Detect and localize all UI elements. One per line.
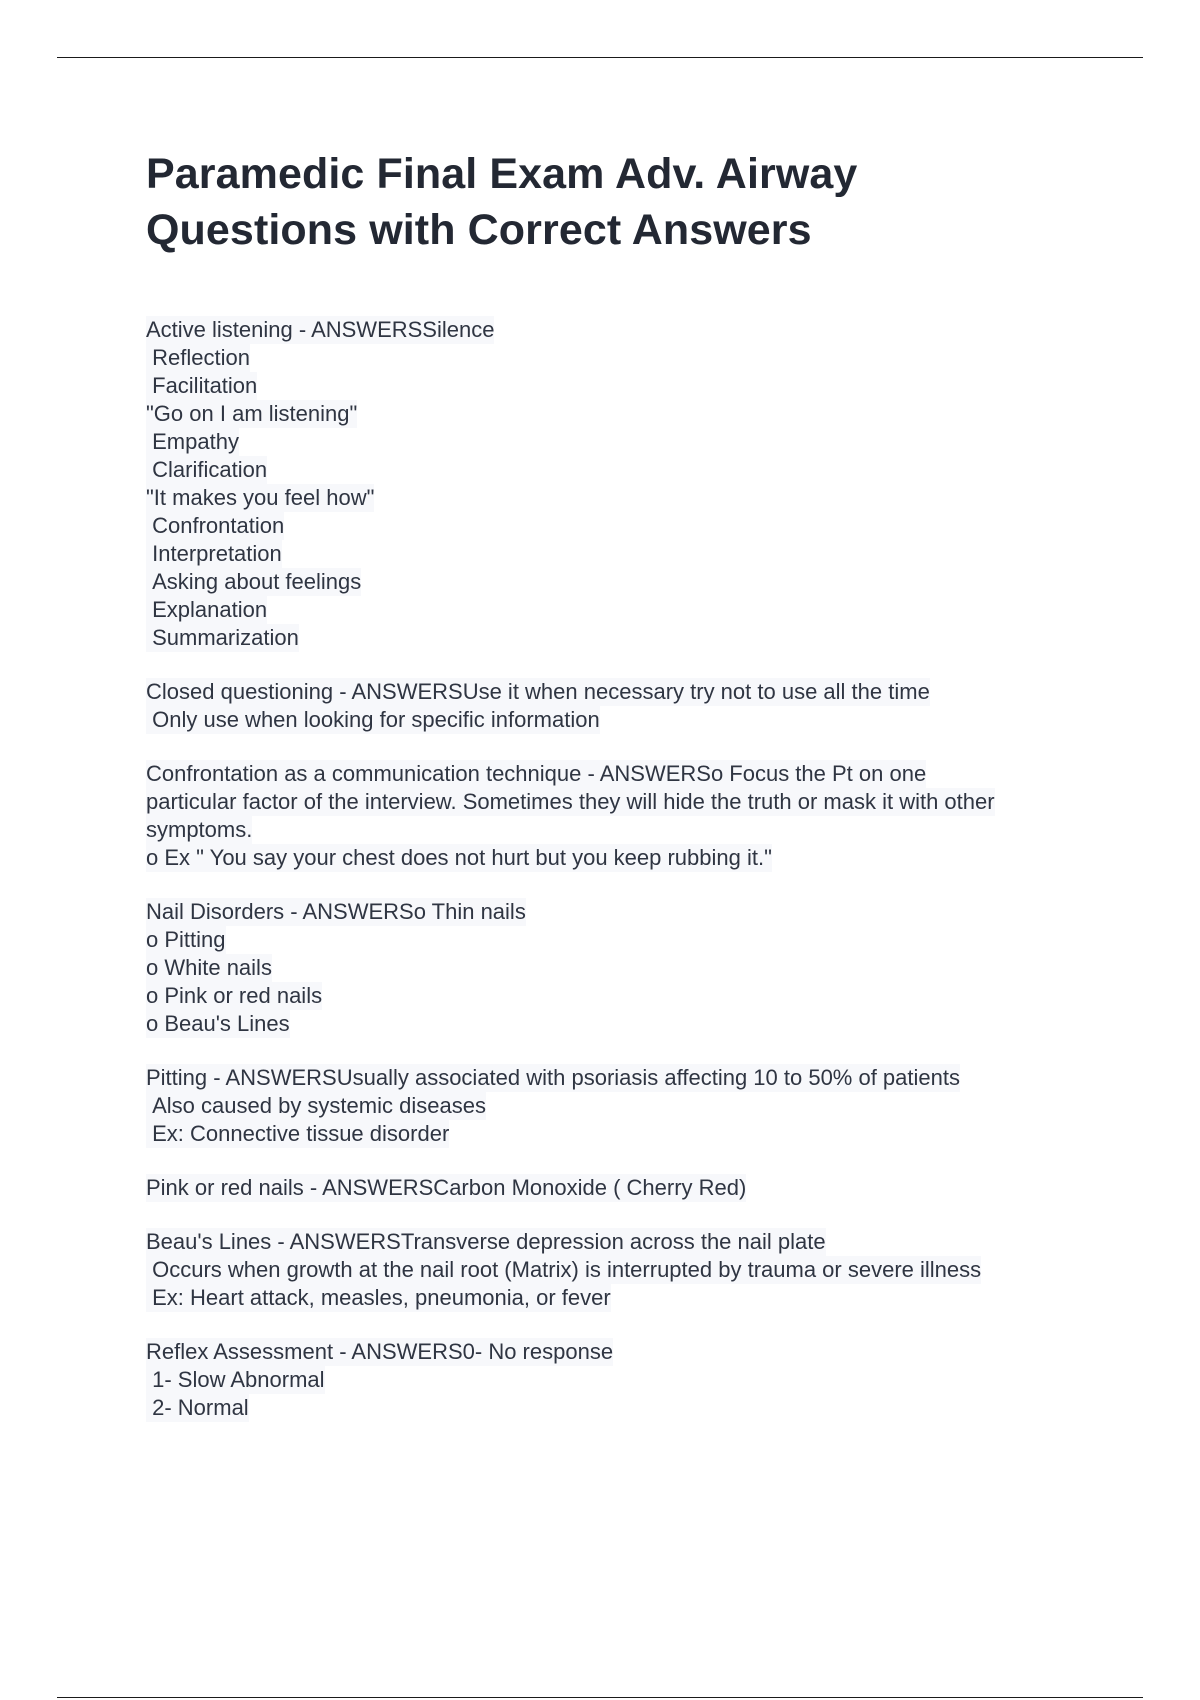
- flashcard-answer-line: particular factor of the interview. Sometimes they will hide the truth or mask it with other: [146, 789, 995, 814]
- flashcard-answer-line: Ex: Heart attack, measles, pneumonia, or fever: [146, 1285, 611, 1310]
- flashcard-question-line: Closed questioning - ANSWERSUse it when necessary try not to use all the time: [146, 679, 930, 704]
- flashcard-question-line: Nail Disorders - ANSWERSo Thin nails: [146, 899, 526, 924]
- flashcard: [146, 316, 1106, 652]
- flashcard-answer-line: o Ex " You say your chest does not hurt but you keep rubbing it.": [146, 845, 772, 870]
- flashcard-answer-line: Reflection: [146, 345, 250, 370]
- flashcard: [146, 1064, 1106, 1148]
- flashcard-answer-line: "It makes you feel how": [146, 485, 375, 510]
- flashcard-answer-line: symptoms.: [146, 817, 253, 842]
- flashcard-answer-line: Facilitation: [146, 373, 258, 398]
- flashcard-answer-line: Explanation: [146, 597, 268, 622]
- flashcard-answer-line: o Pink or red nails: [146, 983, 323, 1008]
- header-rule: [57, 57, 1143, 58]
- flashcard-list: [146, 316, 1106, 1422]
- flashcard-answer-line: o White nails: [146, 955, 272, 980]
- flashcard: [146, 678, 1106, 734]
- flashcard: [146, 760, 1106, 872]
- flashcard-question-line: Active listening - ANSWERSSilence: [146, 317, 495, 342]
- flashcard-question-line: Pink or red nails - ANSWERSCarbon Monoxide ( Cherry Red): [146, 1175, 747, 1200]
- flashcard: [146, 1228, 1106, 1312]
- document-title-line-2: Questions with Correct Answers: [146, 206, 812, 254]
- document-title: [146, 146, 1106, 258]
- flashcard-answer-line: 1- Slow Abnormal: [146, 1367, 325, 1392]
- flashcard-answer-line: Confrontation: [146, 513, 285, 538]
- flashcard-answer-line: Ex: Connective tissue disorder: [146, 1121, 450, 1146]
- flashcard-answer-line: Occurs when growth at the nail root (Matrix) is interrupted by trauma or severe illness: [146, 1257, 982, 1282]
- flashcard-question-line: Pitting - ANSWERSUsually associated with psoriasis affecting 10 to 50% of patients: [146, 1065, 960, 1090]
- flashcard-answer-line: Asking about feelings: [146, 569, 362, 594]
- flashcard-question-line: Confrontation as a communication technique - ANSWERSo Focus the Pt on one: [146, 761, 927, 786]
- flashcard-answer-line: 2- Normal: [146, 1395, 249, 1420]
- flashcard: [146, 1174, 1106, 1202]
- flashcard: [146, 1338, 1106, 1422]
- flashcard-answer-line: o Pitting: [146, 927, 226, 952]
- flashcard-answer-line: "Go on I am listening": [146, 401, 358, 426]
- document-title-line-1: Paramedic Final Exam Adv. Airway: [146, 150, 858, 198]
- flashcard-answer-line: Clarification: [146, 457, 268, 482]
- flashcard-question-line: Beau's Lines - ANSWERSTransverse depression across the nail plate: [146, 1229, 826, 1254]
- footer-rule: [57, 1697, 1143, 1698]
- flashcard: [146, 898, 1106, 1038]
- flashcard-answer-line: Also caused by systemic diseases: [146, 1093, 486, 1118]
- flashcard-answer-line: o Beau's Lines: [146, 1011, 290, 1036]
- flashcard-answer-line: Summarization: [146, 625, 299, 650]
- flashcard-answer-line: Interpretation: [146, 541, 282, 566]
- flashcard-answer-line: Only use when looking for specific information: [146, 707, 600, 732]
- document-body: [146, 146, 1106, 1448]
- flashcard-question-line: Reflex Assessment - ANSWERS0- No response: [146, 1339, 614, 1364]
- flashcard-answer-line: Empathy: [146, 429, 239, 454]
